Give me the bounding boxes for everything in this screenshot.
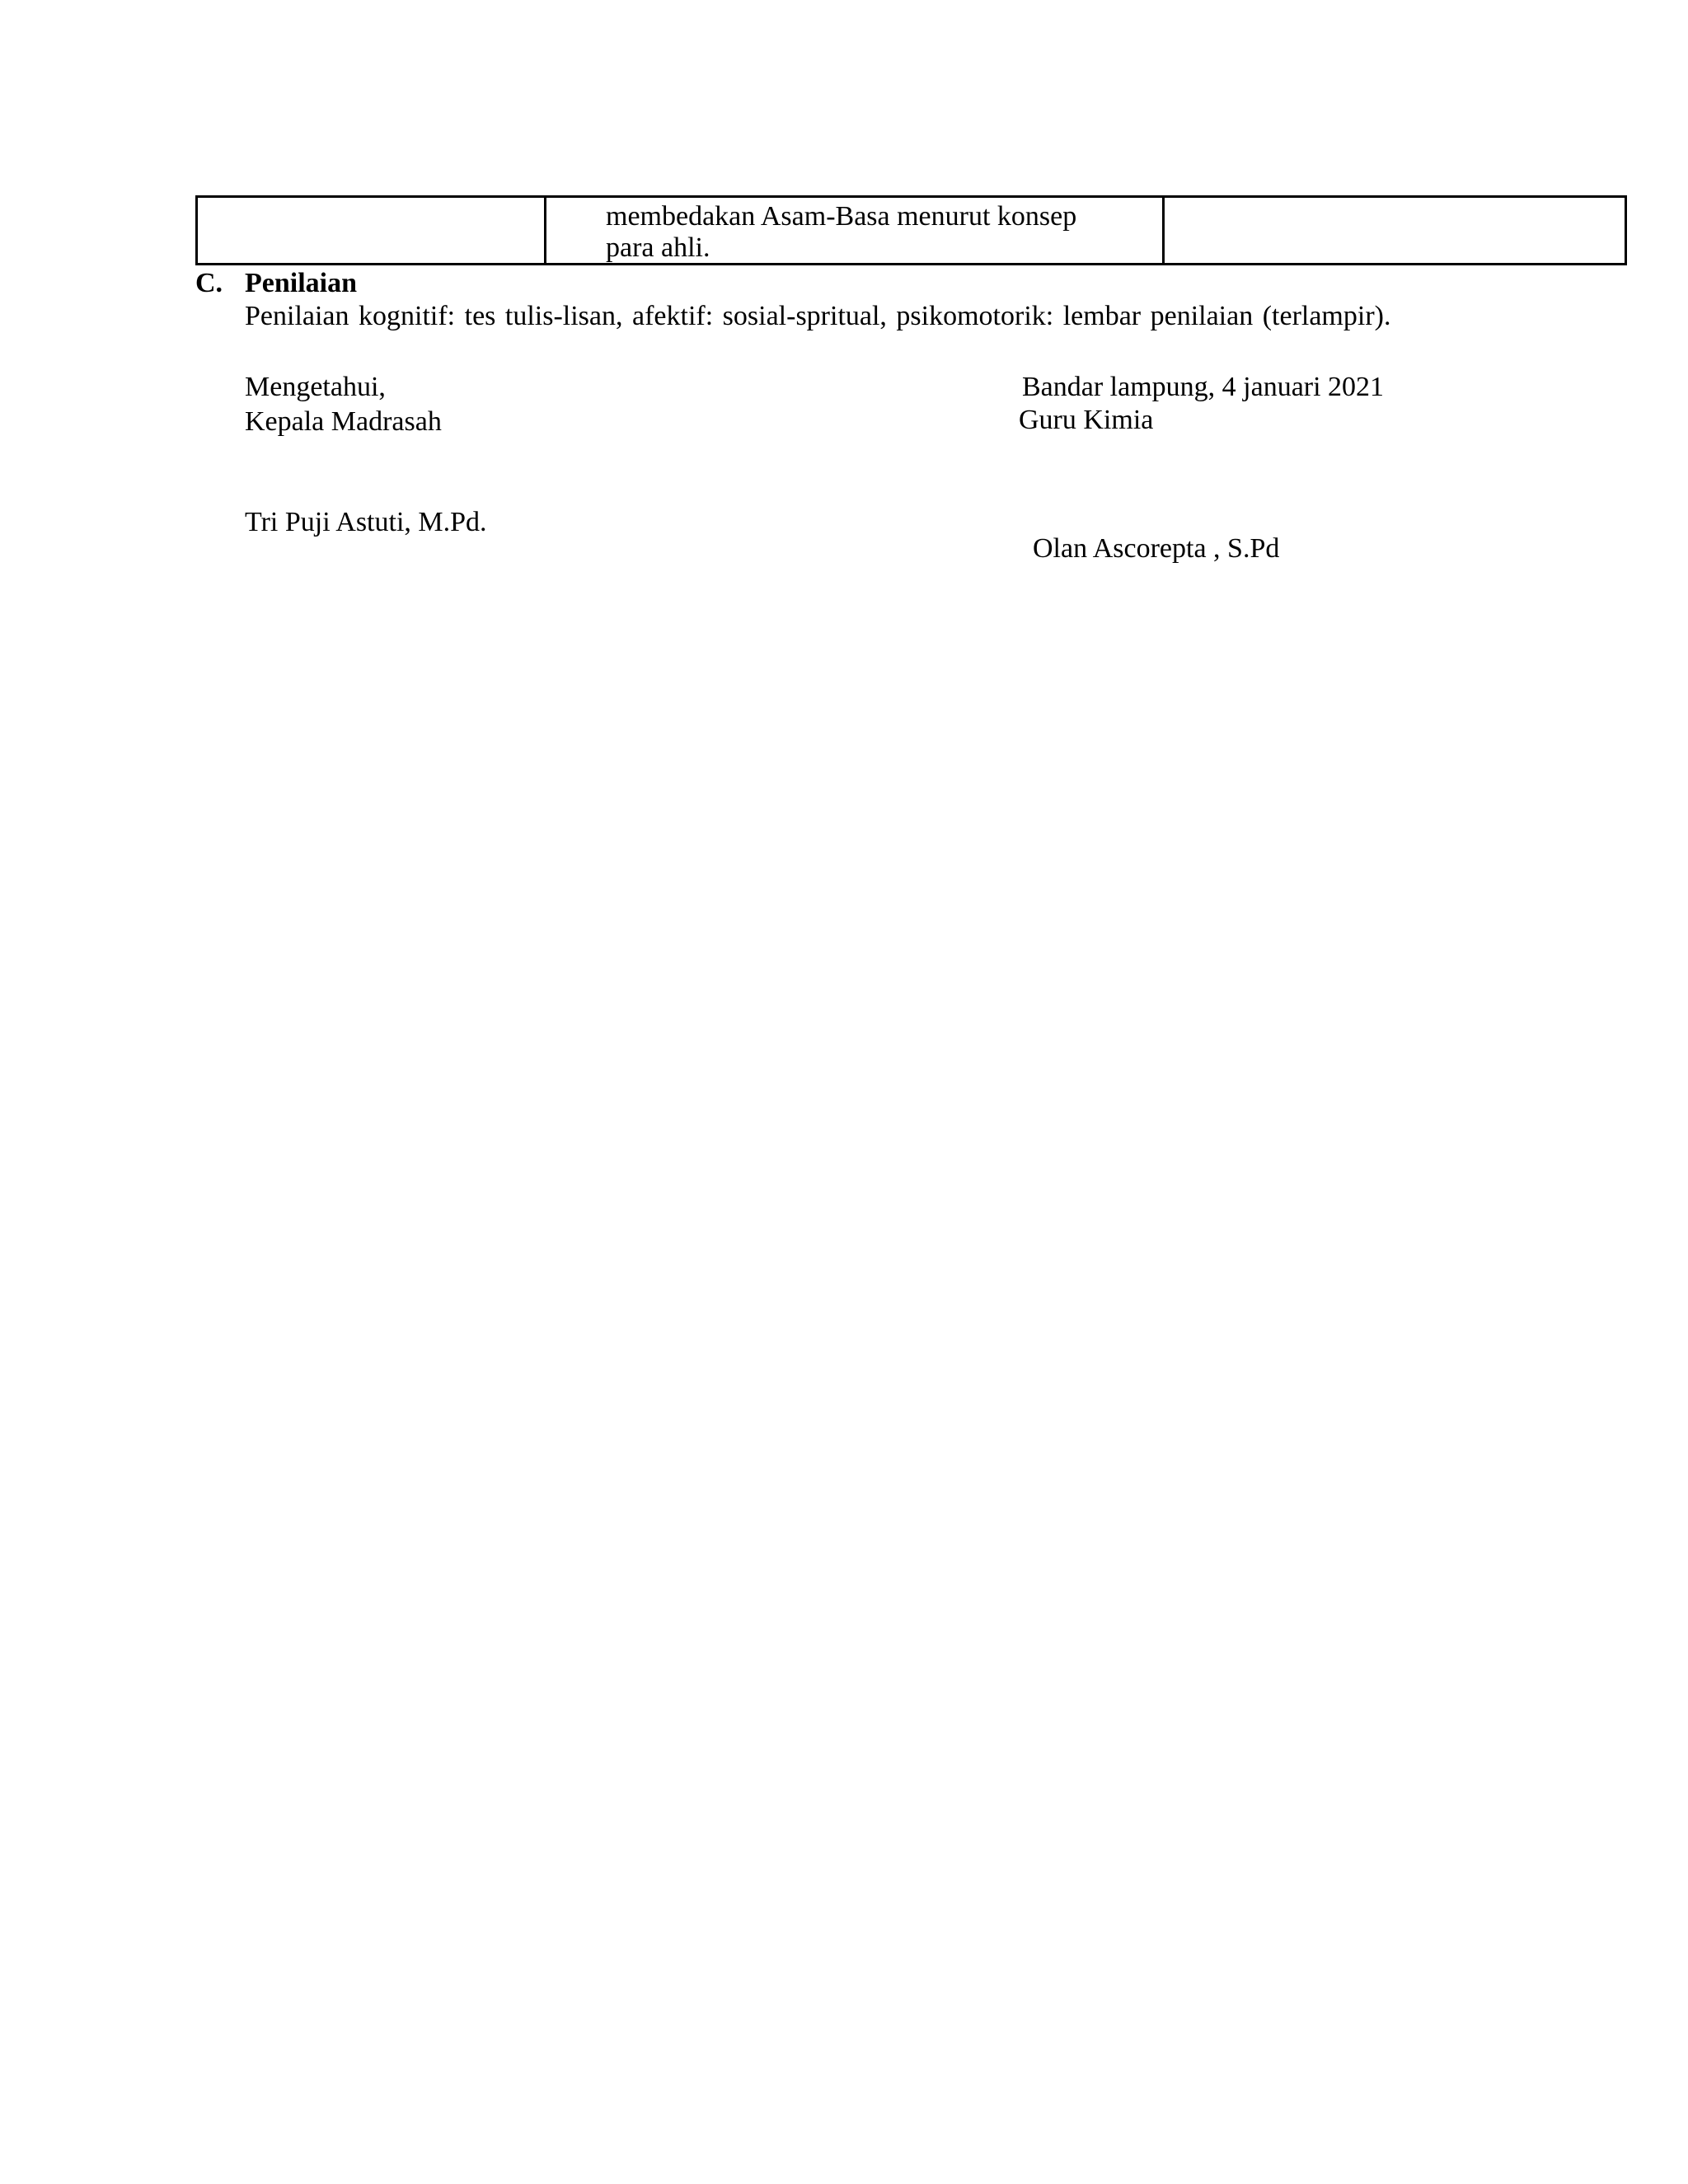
- table-column-divider: [1162, 198, 1165, 263]
- table-cell-line: membedakan Asam-Basa menurut konsep: [606, 201, 1077, 232]
- left-signature-name: Tri Puji Astuti, M.Pd.: [245, 507, 487, 537]
- section-title: Penilaian: [245, 268, 358, 298]
- section-letter: C.: [195, 268, 223, 298]
- right-signature-place-date: Bandar lampung, 4 januari 2021: [1022, 372, 1385, 402]
- table-cell-line: para ahli.: [606, 232, 710, 263]
- table-middle-cell: [606, 201, 1076, 264]
- table-column-divider: [544, 198, 546, 263]
- section-body: Penilaian kognitif: tes tulis-lisan, afektif: sosial-spritual, psikomotorik: lembar penilaian (terlampir).: [245, 301, 1391, 331]
- right-signature-role: Guru Kimia: [1019, 405, 1154, 435]
- left-signature-intro: Mengetahui,: [245, 372, 386, 402]
- left-signature-role: Kepala Madrasah: [245, 406, 442, 437]
- table-fragment: [195, 195, 1627, 265]
- right-signature-name: Olan Ascorepta , S.Pd: [1033, 533, 1280, 564]
